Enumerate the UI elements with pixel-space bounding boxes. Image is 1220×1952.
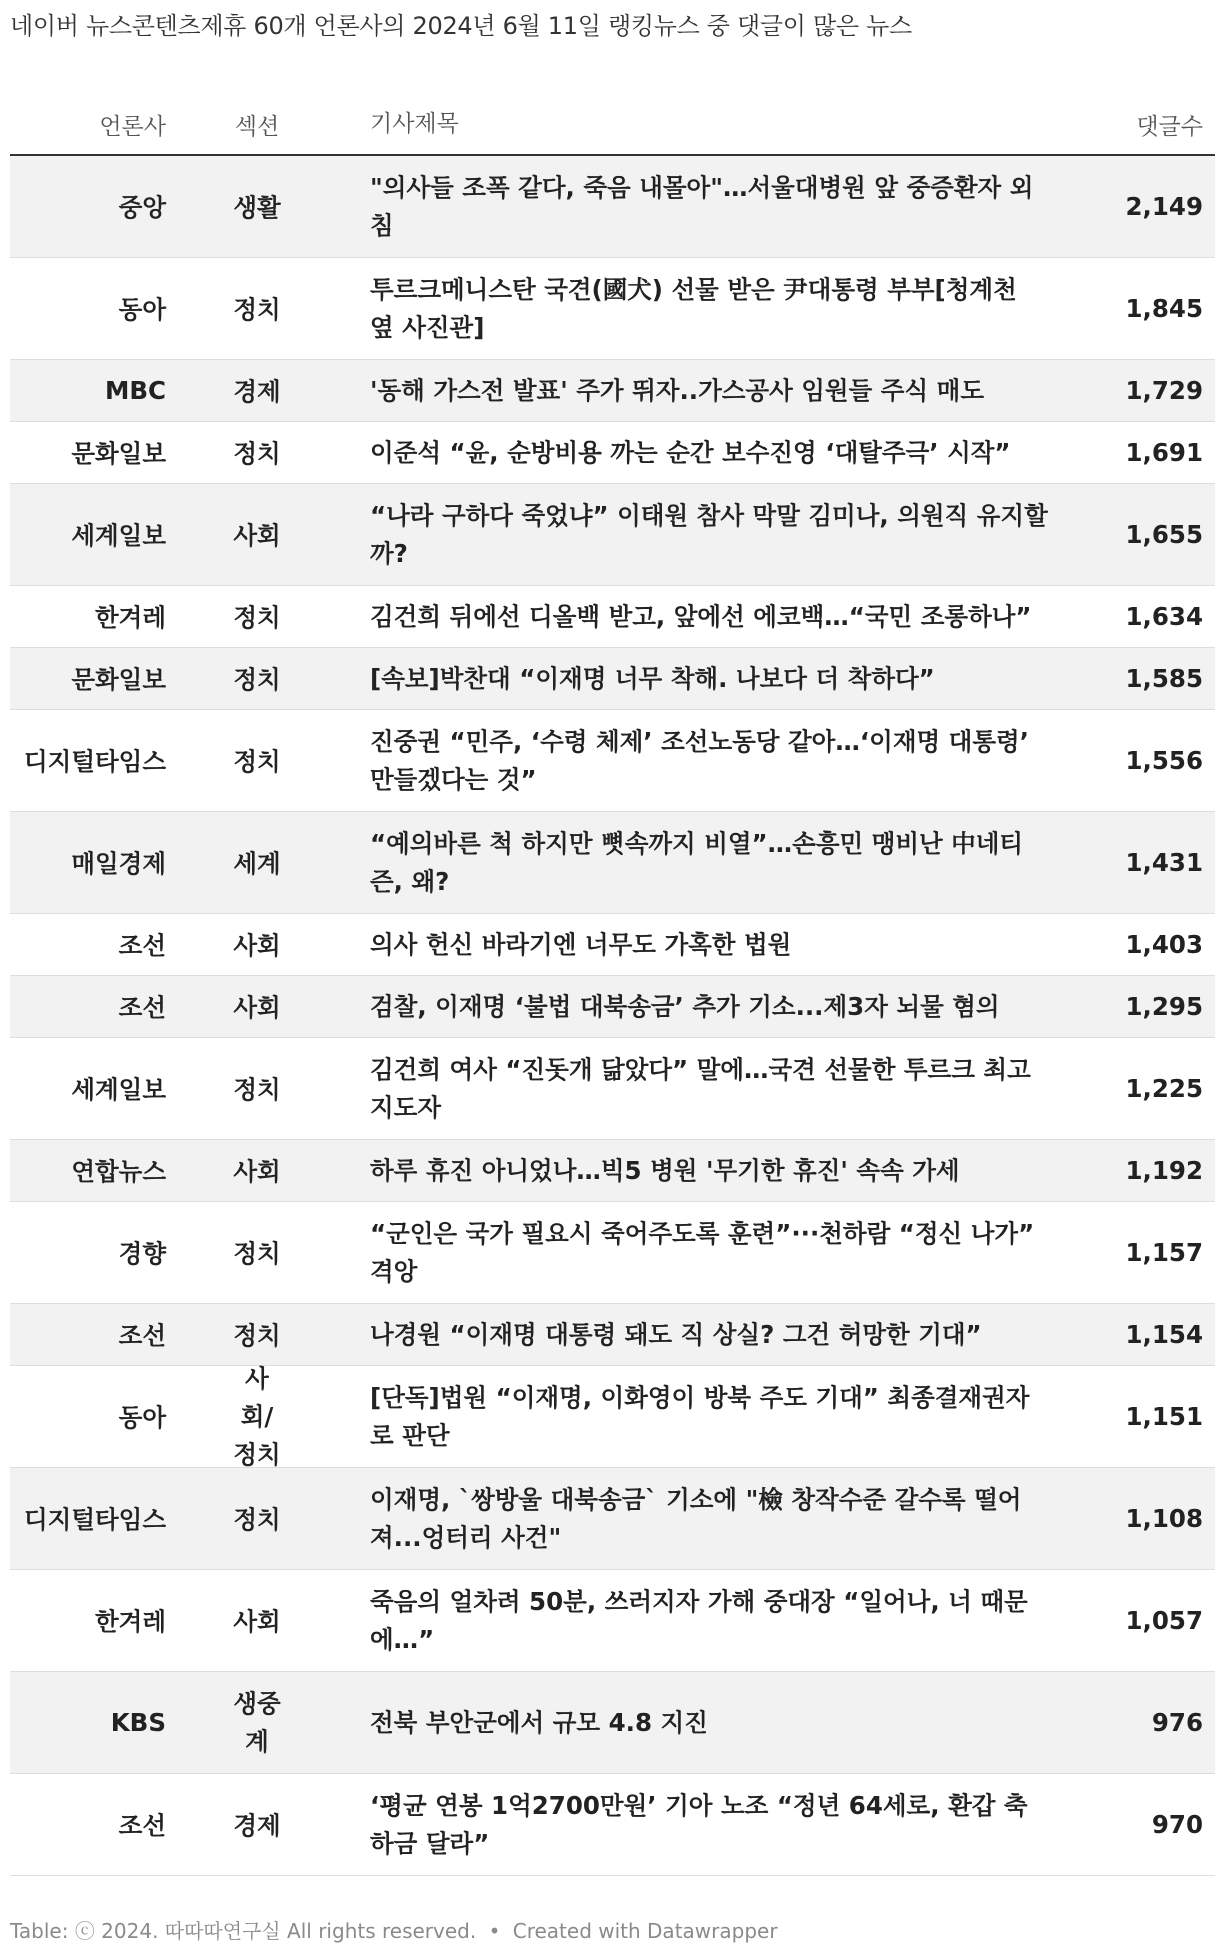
cell-publisher: 동아 (118, 295, 166, 324)
cell-section: 사회 (233, 931, 281, 960)
column-header-headline[interactable]: 기사제목 (370, 111, 459, 137)
cell-publisher: 동아 (118, 1403, 166, 1432)
cell-publisher: 연합뉴스 (71, 1157, 166, 1186)
cell-publisher: KBS (110, 1708, 166, 1737)
table-row (10, 1038, 1215, 1140)
cell-section: 정치 (233, 1505, 281, 1534)
cell-headline: 하루 휴진 아니었나…빅5 병원 '무기한 휴진' 속속 가세 (370, 1155, 960, 1185)
cell-publisher: 조선 (118, 993, 166, 1022)
cell-section: 사회 (233, 1607, 281, 1636)
chart-title: 네이버 뉴스콘텐츠제휴 60개 언론사의 2024년 6월 11일 랭킹뉴스 중 댓글이 많은 뉴스 (10, 12, 912, 40)
cell-headline: [단독]법원 “이재명, 이화영이 방북 주도 기대” 최종결재권자로 판단 (370, 1382, 1030, 1450)
cell-comments: 970 (1151, 1810, 1203, 1839)
cell-section: 사회/정치 (233, 1363, 281, 1469)
cell-comments: 1,403 (1125, 930, 1203, 959)
cell-section: 정치 (233, 603, 281, 632)
cell-publisher: 한겨레 (94, 603, 166, 632)
cell-headline: 진중권 “민주, ‘수령 체제’ 조선노동당 같아…‘이재명 대통령’ 만들겠다는 것” (370, 726, 1029, 794)
cell-headline: 이재명, `쌍방울 대북송금` 기소에 "檢 창작수준 갈수록 떨어져...엉터리 사건" (370, 1484, 1022, 1552)
cell-comments: 1,556 (1125, 746, 1203, 775)
cell-headline: “예의바른 척 하지만 뼛속까지 비열”…손흥민 맹비난 中네티즌, 왜? (370, 828, 1024, 896)
cell-comments: 1,845 (1125, 294, 1203, 323)
cell-headline: 죽음의 얼차려 50분, 쓰러지자 가해 중대장 “일어나, 너 때문에…” (370, 1586, 1028, 1654)
column-header-section[interactable]: 섹션 (234, 113, 280, 140)
cell-publisher: 세계일보 (71, 521, 166, 550)
cell-comments: 1,057 (1125, 1606, 1203, 1635)
cell-comments: 2,149 (1125, 192, 1203, 221)
cell-section: 생중계 (233, 1688, 281, 1756)
cell-section: 정치 (233, 295, 281, 324)
cell-section: 생활 (233, 193, 281, 222)
cell-comments: 1,655 (1125, 520, 1203, 549)
table-row (10, 1363, 1215, 1469)
cell-headline: [속보]박찬대 “이재명 너무 착해. 나보다 더 착하다” (370, 663, 935, 693)
cell-section: 정치 (233, 1239, 281, 1268)
cell-headline: 전북 부안군에서 규모 4.8 지진 (370, 1707, 708, 1737)
footer-separator: • (488, 1919, 501, 1943)
cell-section: 사회 (233, 521, 281, 550)
cell-comments: 1,192 (1125, 1156, 1203, 1185)
table-row (10, 1468, 1215, 1570)
cell-publisher: 조선 (118, 931, 166, 960)
cell-section: 정치 (233, 665, 281, 694)
table-row (10, 1140, 1215, 1202)
cell-section: 사회 (233, 993, 281, 1022)
cell-publisher: 한겨레 (94, 1607, 166, 1636)
cell-headline: 김건희 여사 “진돗개 닮았다” 말에…국견 선물한 투르크 최고 지도자 (370, 1054, 1031, 1122)
column-header-comments[interactable]: 댓글수 (1136, 113, 1203, 140)
table-header (10, 94, 1215, 156)
cell-comments: 1,585 (1125, 664, 1203, 693)
cell-publisher: 디지털타임스 (23, 1505, 166, 1534)
table-row (10, 422, 1215, 484)
cell-comments: 976 (1151, 1708, 1203, 1737)
table-row (10, 710, 1215, 812)
cell-headline: 김건희 뒤에선 디올백 받고, 앞에선 에코백…“국민 조롱하나” (370, 601, 1032, 631)
cell-section: 사회 (233, 1157, 281, 1186)
cell-comments: 1,157 (1125, 1238, 1203, 1267)
cell-section: 세계 (233, 849, 281, 878)
cell-section: 정치 (233, 1075, 281, 1104)
cell-comments: 1,151 (1125, 1402, 1203, 1431)
cell-publisher: 조선 (118, 1811, 166, 1840)
cell-headline: '동해 가스전 발표' 주가 뛰자..가스공사 임원들 주식 매도 (370, 375, 984, 405)
table-row (10, 1672, 1215, 1774)
table-row (10, 360, 1215, 422)
cell-section: 경제 (233, 1811, 281, 1840)
table-row (10, 586, 1215, 648)
cell-publisher: 매일경제 (71, 849, 166, 878)
cell-comments: 1,729 (1125, 376, 1203, 405)
table-row (10, 1202, 1215, 1304)
table-body (10, 156, 1215, 1876)
table-row (10, 914, 1215, 976)
cell-headline: 이준석 “윤, 순방비용 까는 순간 보수진영 ‘대탈주극’ 시작” (370, 437, 1011, 467)
cell-publisher: 조선 (118, 1321, 166, 1350)
footer-credit[interactable]: Created with Datawrapper (512, 1919, 778, 1943)
cell-publisher: 문화일보 (71, 439, 166, 468)
cell-publisher: 경향 (118, 1239, 166, 1268)
table-row (10, 812, 1215, 914)
table-row (10, 648, 1215, 710)
table-row (10, 1570, 1215, 1672)
cell-headline: 의사 헌신 바라기엔 너무도 가혹한 법원 (370, 929, 792, 959)
table-row (10, 258, 1215, 360)
cell-headline: 투르크메니스탄 국견(國犬) 선물 받은 尹대통령 부부[청계천 옆 사진관] (370, 274, 1017, 342)
cell-publisher: 중앙 (118, 193, 166, 222)
footer-source: Table: ⓒ 2024. 따따따연구실 All rights reserved. (10, 1919, 477, 1943)
cell-publisher: MBC (104, 376, 166, 405)
cell-section: 정치 (233, 439, 281, 468)
table-row (10, 484, 1215, 586)
cell-publisher: 문화일보 (71, 665, 166, 694)
table-row (10, 976, 1215, 1038)
cell-section: 경제 (233, 377, 281, 406)
footer (10, 1916, 778, 1946)
table-row (10, 1774, 1215, 1876)
cell-headline: "의사들 조폭 같다, 죽음 내몰아"…서울대병원 앞 중증환자 외침 (370, 172, 1034, 240)
cell-comments: 1,225 (1125, 1074, 1203, 1103)
cell-comments: 1,108 (1125, 1504, 1203, 1533)
cell-section: 정치 (233, 1321, 281, 1350)
cell-headline: 검찰, 이재명 ‘불법 대북송금’ 추가 기소...제3자 뇌물 혐의 (370, 991, 1000, 1021)
cell-headline: 나경원 “이재명 대통령 돼도 직 상실? 그건 허망한 기대” (370, 1319, 982, 1349)
cell-publisher: 세계일보 (71, 1075, 166, 1104)
table-row (10, 156, 1215, 258)
cell-comments: 1,634 (1125, 602, 1203, 631)
cell-comments: 1,154 (1125, 1320, 1203, 1349)
cell-comments: 1,691 (1125, 438, 1203, 467)
cell-section: 정치 (233, 747, 281, 776)
cell-publisher: 디지털타임스 (23, 747, 166, 776)
cell-headline: “나라 구하다 죽었냐” 이태원 참사 막말 김미나, 의원직 유지할까? (370, 500, 1048, 568)
data-table (10, 94, 1215, 1876)
column-header-publisher[interactable]: 언론사 (99, 113, 166, 140)
cell-headline: “군인은 국가 필요시 죽어주도록 훈련”···천하람 “정신 나가” 격앙 (370, 1218, 1035, 1286)
table-row (10, 1304, 1215, 1366)
cell-headline: ‘평균 연봉 1억2700만원’ 기아 노조 “정년 64세로, 환갑 축하금 달라” (370, 1790, 1028, 1858)
cell-comments: 1,431 (1125, 848, 1203, 877)
cell-comments: 1,295 (1125, 992, 1203, 1021)
